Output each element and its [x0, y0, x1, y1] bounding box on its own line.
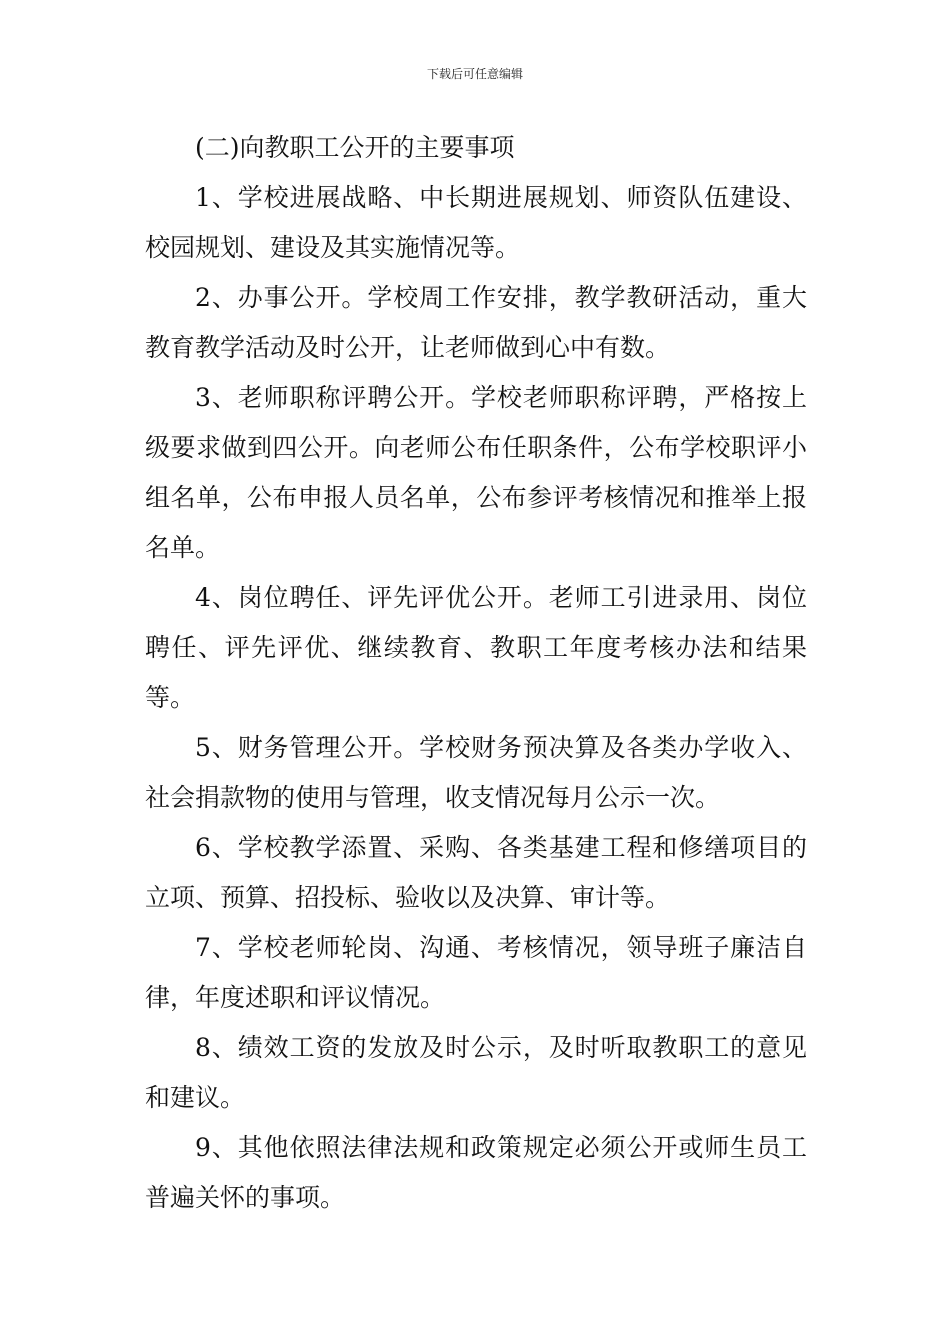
- list-item-7: 7、学校老师轮岗、沟通、考核情况，领导班子廉洁自律，年度述职和评议情况。: [145, 933, 807, 1012]
- list-item-9: 9、其他依照法律法规和政策规定必须公开或师生员工普遍关怀的事项。: [145, 1133, 807, 1212]
- page-header-note: 下载后可任意编辑: [426, 67, 523, 81]
- list-item-3: 3、老师职称评聘公开。学校老师职称评聘，严格按上级要求做到四公开。向老师公布任职条件，公布学校职评小组名单，公布申报人员名单，公布参评考核情况和推举上报名单。: [145, 383, 807, 562]
- list-item-5: 5、财务管理公开。学校财务预决算及各类办学收入、社会捐款物的使用与管理，收支情况每月公示一次。: [145, 733, 807, 812]
- list-item-4: 4、岗位聘任、评先评优公开。老师工引进录用、岗位聘任、评先评优、继续教育、教职工年度考核办法和结果等。: [145, 583, 807, 712]
- document-body: [145, 123, 807, 1223]
- list-item-8: 8、绩效工资的发放及时公示，及时听取教职工的意见和建议。: [145, 1033, 807, 1112]
- list-item-6: 6、学校教学添置、采购、各类基建工程和修缮项目的立项、预算、招投标、验收以及决算、审计等。: [145, 833, 807, 912]
- list-item-1: 1、学校进展战略、中长期进展规划、师资队伍建设、校园规划、建设及其实施情况等。: [145, 183, 807, 262]
- section-heading: (二)向教职工公开的主要事项: [195, 133, 515, 162]
- list-item-2: 2、办事公开。学校周工作安排，教学教研活动，重大教育教学活动及时公开，让老师做到心中有数。: [145, 283, 807, 362]
